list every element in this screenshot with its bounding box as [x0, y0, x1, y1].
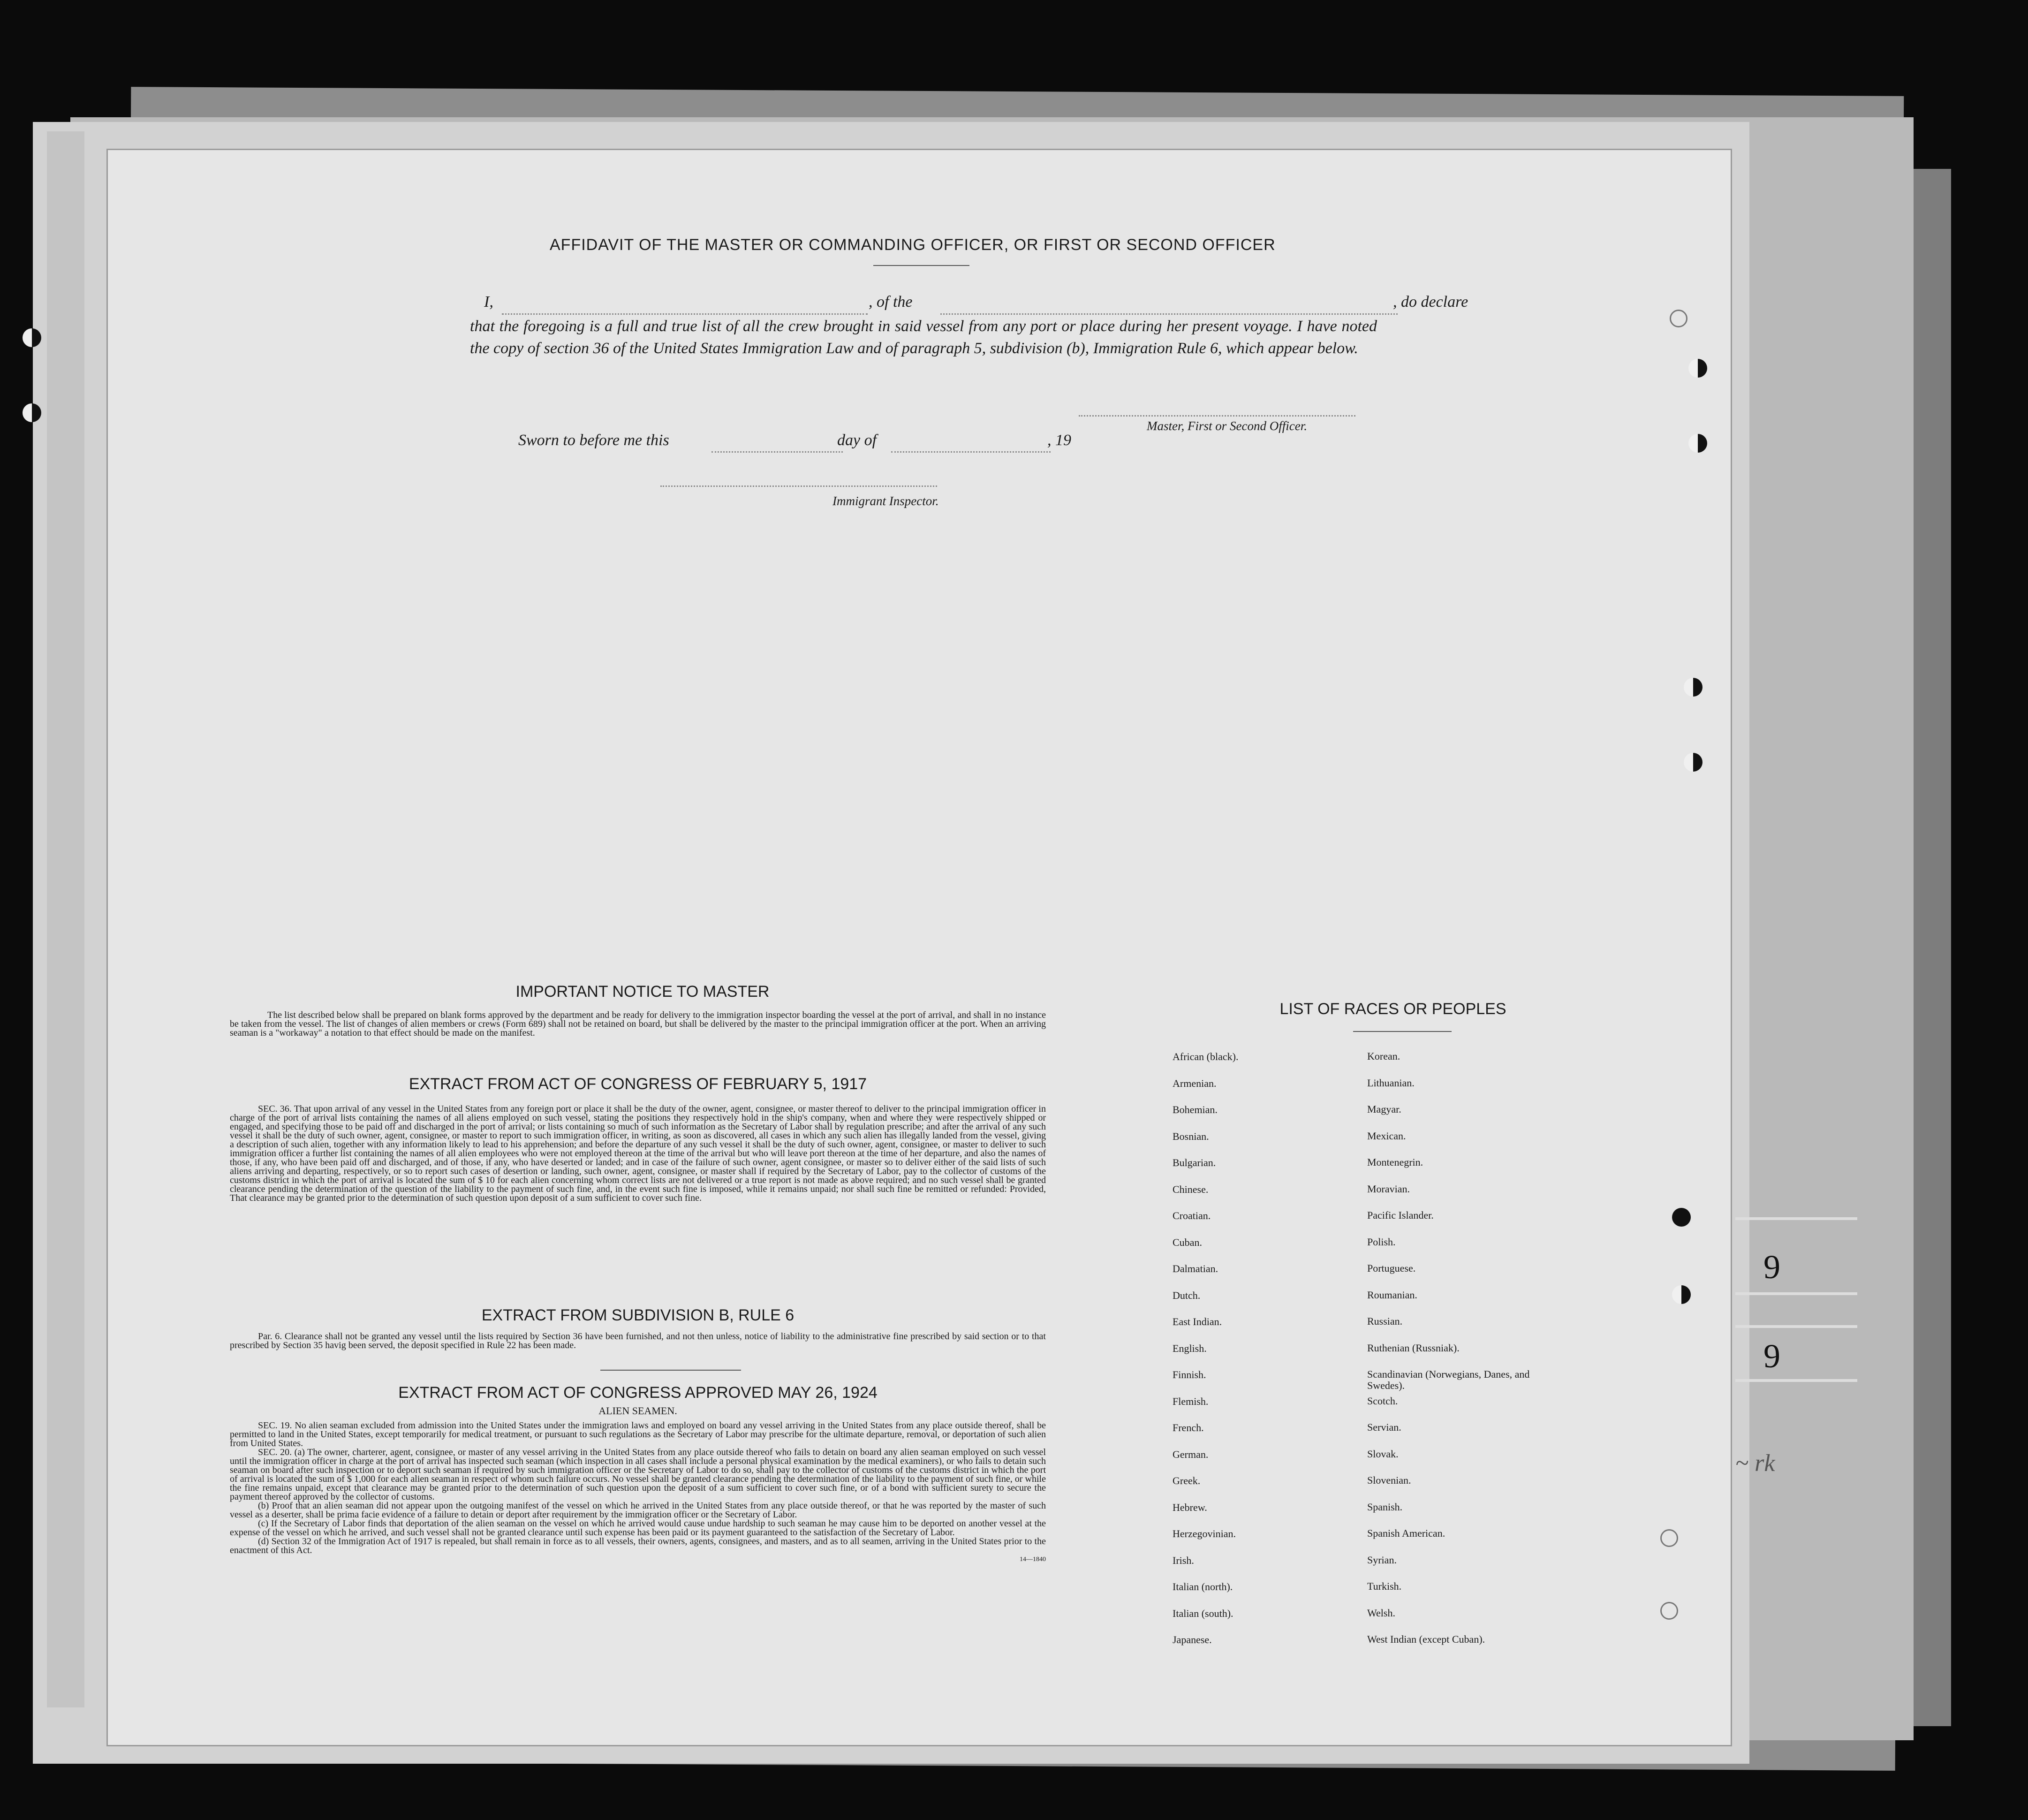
- punch-hole-icon: [1670, 310, 1687, 327]
- notice-title: IMPORTANT NOTICE TO MASTER: [515, 983, 770, 1001]
- name-blank-line: [502, 313, 868, 315]
- declaration-declare: , do declare: [1393, 293, 1468, 311]
- margin-mark: 9: [1763, 1337, 1780, 1375]
- race-item: Japanese.: [1173, 1634, 1212, 1646]
- race-item: Finnish.: [1173, 1369, 1206, 1380]
- race-item: Welsh.: [1367, 1607, 1395, 1619]
- race-item: Scandinavian (Norwegians, Danes, and Swedes).: [1367, 1368, 1530, 1391]
- declaration-text: that the foregoing is a full and true list of all the crew brought in said vessel from any port or place during her present voyage. I have noted the copy of section 36 of the United States Immigration Law and of paragraph 5, subdivision (b), Immigration Rule 6, which appear below.: [470, 318, 1377, 357]
- race-item: Herzegovinian.: [1173, 1528, 1236, 1539]
- race-item: Moravian.: [1367, 1183, 1410, 1195]
- extract-rule6-body: Par. 6. Clearance shall not be granted any vessel until the lists required by Section 36 have been furnished, and not then unless, notice of liability to the administrative fine prescribed by said section or to that prescribed by Section 35 havig been served, the deposit specified in Rule 22 has been made.: [230, 1331, 1046, 1350]
- race-item: English.: [1173, 1342, 1207, 1354]
- race-item: Bulgarian.: [1173, 1157, 1216, 1168]
- sworn-text: Sworn to before me this: [518, 432, 669, 449]
- race-item: Slovenian.: [1367, 1474, 1411, 1486]
- race-item: Pacific Islander.: [1367, 1209, 1434, 1221]
- margin-scrawl: ~ rk: [1735, 1450, 1775, 1477]
- race-item: Portuguese.: [1367, 1262, 1416, 1274]
- divider: [873, 265, 969, 266]
- race-item: Turkish.: [1367, 1580, 1402, 1592]
- day-blank-line: [711, 451, 843, 453]
- extract-1924-subtitle: ALIEN SEAMEN.: [598, 1405, 677, 1417]
- punch-hole-icon: [1688, 434, 1707, 453]
- background-sheet-left: [47, 131, 84, 1707]
- punch-hole-icon: [1672, 1208, 1691, 1227]
- divider: [1353, 1031, 1452, 1032]
- affidavit-title: AFFIDAVIT OF THE MASTER OR COMMANDING OFFICER, OR FIRST OR SECOND OFFICER: [550, 236, 1276, 254]
- extract-1924-body: [230, 1421, 1046, 1564]
- punch-hole-icon: [1660, 1602, 1678, 1620]
- race-item: Bohemian.: [1173, 1104, 1218, 1115]
- race-item: East Indian.: [1173, 1316, 1222, 1327]
- margin-mark: 9: [1763, 1248, 1780, 1286]
- race-item: Scotch.: [1367, 1395, 1398, 1407]
- section-20a: SEC. 20. (a) The owner, charterer, agent, consignee, or master of any vessel arriving in the United States from any place outside thereof who fails to detain on board any alien seaman employed on such vessel until the immigration officer in charge at the port of arrival has inspected such seaman (which inspection in all cases shall include a personal physical examination by the medical examiners), or who fails to detain such seaman on board after such inspection or to deport such seaman if required by such immigration officer or the Secretary of Labor to do so, shall pay to the collector of customs of the customs district in which the port of arrival is located the sum of $ 1,000 for each alien seaman in respect of whom such failure occurs. No vessel shall be granted clearance pending the determination of the liability to the payment of such fine, or while the fine remains unpaid, except that clearance may be granted prior to the determination of such question upon the deposit of a sum sufficient to cover such fine, or of a bond with sufficient surety to secure the payment thereof approved by the collector of customs.: [230, 1447, 1046, 1502]
- binder-hole-icon: [23, 328, 41, 347]
- races-title: LIST OF RACES OR PEOPLES: [1279, 1000, 1506, 1018]
- race-item: French.: [1173, 1422, 1204, 1433]
- section-19: SEC. 19. No alien seaman excluded from admission into the United States under the immigration laws and employed on board any vessel arriving in the United States from any place outside thereof, shall be permitted to land in the United States, except temporarily for medical treatment, or pursuant to such regulations as the Secretary of Labor may prescribe for the ultimate departure, removal, or deportation of such alien from United States.: [230, 1420, 1046, 1448]
- race-item: West Indian (except Cuban).: [1367, 1633, 1485, 1645]
- race-item: African (black).: [1173, 1051, 1239, 1062]
- divider: [600, 1370, 741, 1371]
- punch-hole-icon: [1672, 1285, 1691, 1304]
- inspector-label: Immigrant Inspector.: [832, 494, 939, 508]
- race-item: Montenegrin.: [1367, 1156, 1423, 1168]
- margin-rule: [1735, 1379, 1857, 1382]
- race-item: Korean.: [1367, 1050, 1400, 1062]
- race-item: Greek.: [1173, 1475, 1201, 1486]
- vessel-blank-line: [940, 313, 1398, 315]
- race-item: Magyar.: [1367, 1103, 1401, 1115]
- margin-rule: [1735, 1217, 1857, 1220]
- punch-hole-icon: [1684, 678, 1703, 697]
- race-item: Italian (north).: [1173, 1581, 1233, 1592]
- binder-hole-icon: [23, 403, 41, 422]
- extract-rule6-title: EXTRACT FROM SUBDIVISION B, RULE 6: [481, 1306, 795, 1324]
- race-item: Italian (south).: [1173, 1607, 1233, 1619]
- extract-1917-body: SEC. 36. That upon arrival of any vessel in the United States from any foreign port or place it shall be the duty of the owner, agent, consignee, or master thereof to deliver to the principal immigration officer in charge of the port of arrival lists containing the names of all aliens employed on such vessel, stating the positions they respectively hold in the ship's company, when and where they were respectively shipped or engaged, and specifying those to be paid off and discharged in the port of arrival; or lists containing so much of such information as the Secretary of Labor shall by regulation prescribe; and after the arrival of any such vessel it shall be the duty of such owner, agent, consignee, or master to report to such immigration officer, in writing, as soon as discovered, all cases in which any such alien has illegally landed from the vessel, giving a description of such alien, together with any information likely to lead to his apprehension; and before the departure of any such vessel it shall be the duty of such owner, agent, consignee, or master to deliver to such immigration officer a further list containing the names of all alien employees who were not employed thereon at the time of the arrival but who will leave port thereon at the time of her departure, and also the names of those, if any, who have been paid off and discharged, and of those, if any, who have deserted or landed; and in case of the failure of such owner, agent consignee, or master so to deliver either of the said lists of such aliens arriving and departing, respectively, or so to report such cases of desertion or landing, such owner, agent, consignee, or master shall if required by the Secretary of Labor, pay to the collector of customs of the customs district in which the port of arrival is located the sum of $ 10 for each alien concerning whom correct lists are not delivered or a true report is not made as above required; and no such vessel shall be granted clearance pending the determination of the question of the liability to the payment of such fine, and, in the event such fine is imposed, while it remains unpaid; nor shall such fine be remitted or refunded: Provided, That clearance may be granted prior to the determination of such question upon deposit of a sum sufficient to cover such fine.: [230, 1104, 1046, 1203]
- race-item: Slovak.: [1367, 1448, 1399, 1460]
- race-item: Dalmatian.: [1173, 1263, 1218, 1274]
- race-item: Irish.: [1173, 1554, 1194, 1566]
- race-item: German.: [1173, 1448, 1209, 1460]
- race-item: Syrian.: [1367, 1554, 1397, 1566]
- extract-1924-title: EXTRACT FROM ACT OF CONGRESS APPROVED MAY 26, 1924: [398, 1384, 878, 1402]
- section-20b: (b) Proof that an alien seaman did not appear upon the outgoing manifest of the vessel on which he arrived in the United States from any place outside thereof, or that he was reported by the master of such vessel as a deserter, shall be prima facie evidence of a failure to detain or deport after requirement by the immigration officer or the Secretary of Labor.: [230, 1501, 1046, 1520]
- form-number: 14—1840: [1020, 1556, 1046, 1563]
- declaration-of-the: , of the: [869, 293, 913, 311]
- race-item: Croatian.: [1173, 1210, 1211, 1221]
- race-item: Cuban.: [1173, 1236, 1202, 1248]
- race-item: Hebrew.: [1173, 1501, 1207, 1513]
- margin-rule: [1735, 1325, 1857, 1328]
- punch-hole-icon: [1660, 1529, 1678, 1547]
- master-signature-label: Master, First or Second Officer.: [1147, 419, 1307, 433]
- margin-rule: [1735, 1292, 1857, 1295]
- master-signature-line: [1079, 415, 1355, 417]
- race-item: Russian.: [1367, 1315, 1403, 1327]
- month-blank-line: [891, 451, 1051, 453]
- race-item: Bosnian.: [1173, 1130, 1209, 1142]
- year-text: , 19: [1047, 432, 1071, 449]
- punch-hole-icon: [1688, 359, 1707, 378]
- inspector-signature-line: [660, 485, 937, 487]
- race-item: Mexican.: [1367, 1130, 1406, 1142]
- race-item: Dutch.: [1173, 1289, 1201, 1301]
- section-20d: (d) Section 32 of the Immigration Act of 1917 is repealed, but shall remain in force as to all vessels, their owners, agents, consignees, and masters, and as to all seamen, arriving in the United States prior to the enactment of this Act.: [230, 1536, 1046, 1555]
- document-page: [108, 150, 1731, 1745]
- declaration-i: I,: [484, 293, 493, 311]
- race-item: Polish.: [1367, 1236, 1396, 1248]
- race-item: Ruthenian (Russniak).: [1367, 1342, 1460, 1354]
- punch-hole-icon: [1684, 753, 1703, 772]
- extract-1917-title: EXTRACT FROM ACT OF CONGRESS OF FEBRUARY 5, 1917: [409, 1075, 867, 1093]
- race-item: Spanish American.: [1367, 1527, 1445, 1539]
- section-20c: (c) If the Secretary of Labor finds that deportation of the alien seaman on the vessel on which he arrived would cause undue hardship to such seaman he may cause him to be deported on another vessel at the expense of the vessel on which he arrived, and such vessel shall not be granted clearance until such expense has been paid or its payment guaranteed to the satisfaction of the Secretary of Labor.: [230, 1518, 1046, 1538]
- race-item: Roumanian.: [1367, 1289, 1417, 1301]
- race-item: Spanish.: [1367, 1501, 1403, 1513]
- race-item: Lithuanian.: [1367, 1077, 1415, 1089]
- race-item: Servian.: [1367, 1421, 1401, 1433]
- race-item: Flemish.: [1173, 1395, 1209, 1407]
- day-of-text: day of: [837, 432, 877, 449]
- race-item: Chinese.: [1173, 1183, 1209, 1195]
- race-item: Armenian.: [1173, 1077, 1217, 1089]
- notice-body: The list described below shall be prepared on blank forms approved by the department and be ready for delivery to the immigration inspector boarding the vessel at the port of arrival, and shall in no instance be taken from the vessel. The list of changes of alien members or crews (Form 689) shall not be retained on board, but shall be delivered by the master to the principal immigration officer at the port. When an arriving seaman is a "workaway" a notation to that effect should be made on the manifest.: [230, 1010, 1046, 1038]
